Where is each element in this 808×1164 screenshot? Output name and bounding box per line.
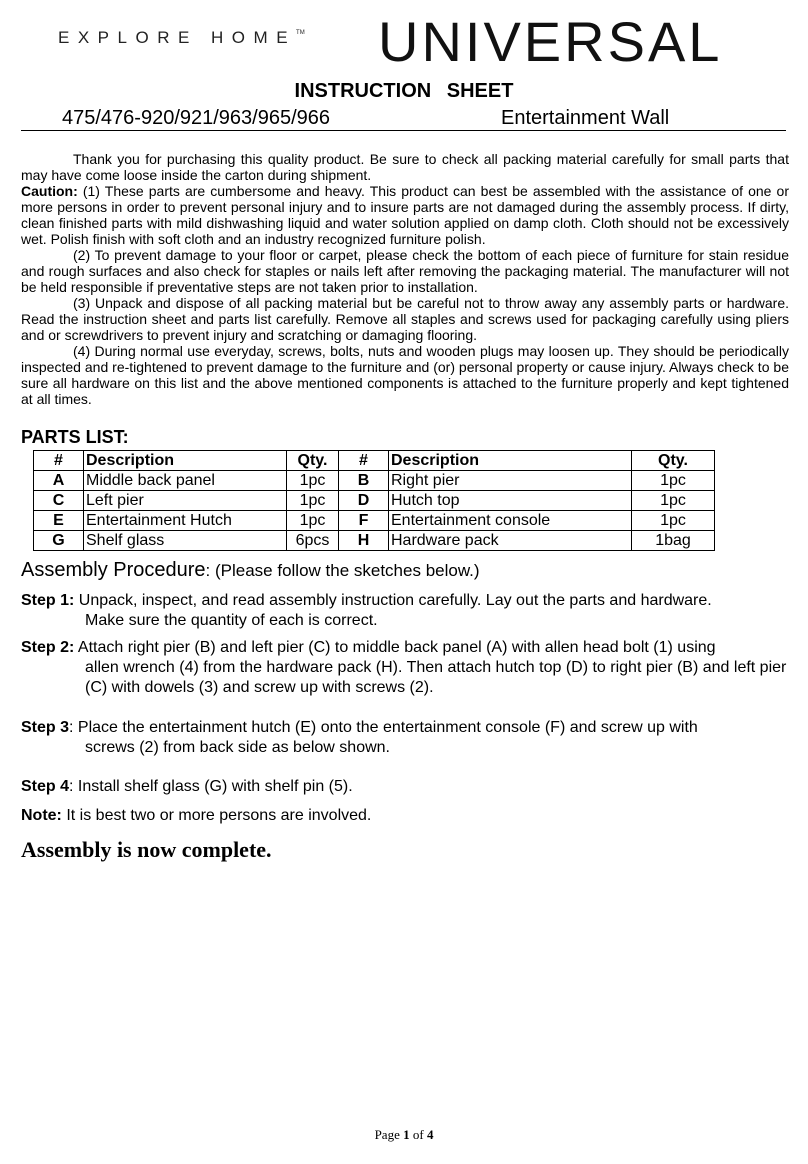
caution-paragraph-3: (3) Unpack and dispose of all packing material but be careful not to throw away any assembly parts or hardware. Read the instruction sheet and parts list carefully. Remove all staples and screws used for packaging carefully using pliers and or screwdrivers to prevent injury and scratching or damaging flooring.	[21, 295, 789, 343]
note	[21, 806, 791, 826]
col-header-id-2: #	[339, 451, 389, 471]
part-qty: 1pc	[632, 491, 715, 511]
step-3-continuation: screws (2) from back side as below shown.	[85, 739, 390, 756]
table-row	[34, 511, 715, 531]
caution-text-1: (1) These parts are cumbersome and heavy. This product can best be assembled with the assistance of one or more persons in order to prevent personal injury and to insure parts are not damaged during the assembly process. If dirty, clean finished parts with mild dishwashing liquid and water solution applied on damp cloth. Cloth should not be excessively wet. Polish finish with soft cloth and an industry recognized furniture polish.	[21, 183, 789, 247]
col-header-description-2: Description	[389, 451, 632, 471]
caution-paragraph-2: (2) To prevent damage to your floor or carpet, please check the bottom of each piece of furniture for stain residue and rough surfaces and also check for staples or nails left after removing the packaging material. The manufacturer will not be held responsible if preventative steps are not taken prior to installation.	[21, 247, 789, 295]
part-description: Middle back panel	[84, 471, 287, 491]
brand-universal-logo: UNIVERSAL	[378, 10, 723, 73]
assembly-subtitle: : (Please follow the sketches below.)	[205, 561, 480, 580]
intro-paragraph: Thank you for purchasing this quality product. Be sure to check all packing material carefully for small parts that may have come loose inside the carton during shipment.	[21, 151, 789, 183]
assembly-complete: Assembly is now complete.	[21, 837, 272, 862]
page-footer	[0, 1127, 808, 1143]
page-number: 1	[403, 1127, 410, 1142]
part-id: D	[339, 491, 389, 511]
col-header-qty-2: Qty.	[632, 451, 715, 471]
step-4	[21, 777, 791, 797]
step-2-continuation: allen wrench (4) from the hardware pack (H). Then attach hutch top (D) to right pier (B) and left pier (C) with dowels (3) and screw up with screws (2).	[85, 659, 787, 696]
part-id: G	[34, 531, 84, 551]
step-3-text: : Place the entertainment hutch (E) onto the entertainment console (F) and screw up with	[69, 719, 698, 736]
page-word: Page	[374, 1127, 404, 1142]
table-row	[34, 531, 715, 551]
part-qty: 1pc	[287, 471, 339, 491]
assembly-title: Assembly Procedure	[21, 559, 206, 581]
model-numbers: 475/476-920/921/963/965/966	[62, 107, 331, 129]
of-word: of	[409, 1127, 427, 1142]
page-total: 4	[426, 1127, 434, 1142]
part-description: Hutch top	[389, 491, 632, 511]
table-header-row	[34, 451, 715, 471]
step-4-text: : Install shelf glass (G) with shelf pin (5).	[69, 778, 353, 795]
step-3	[21, 718, 791, 758]
part-qty: 1pc	[632, 471, 715, 491]
caution-label: Caution:	[21, 183, 78, 199]
note-label: Note:	[21, 807, 62, 824]
trademark-mark: TM	[296, 30, 305, 36]
step-1-label: Step 1:	[21, 592, 75, 609]
step-1-text: Unpack, inspect, and read assembly instruction carefully. Lay out the parts and hardware.	[74, 592, 712, 609]
part-description: Left pier	[84, 491, 287, 511]
part-description: Entertainment Hutch	[84, 511, 287, 531]
intro-text	[21, 151, 789, 407]
step-2-text: Attach right pier (B) and left pier (C) to middle back panel (A) with allen head bolt (1) using	[74, 639, 716, 656]
caution-paragraph-4: (4) During normal use everyday, screws, bolts, nuts and wooden plugs may loosen up. They should be periodically inspected and re-tightened to prevent damage to the furniture and (or) personal property or cause injury. Always check to be sure all hardware on this list and the above mentioned components is attached to the furniture properly and kept tightened at all times.	[21, 343, 789, 407]
table-row	[34, 491, 715, 511]
step-2-label: Step 2:	[21, 639, 75, 656]
caution-paragraph-1	[21, 183, 789, 247]
step-1	[21, 591, 791, 631]
step-1-continuation: Make sure the quantity of each is correct.	[85, 612, 378, 629]
parts-list-heading: PARTS LIST:	[21, 427, 129, 447]
part-qty: 1bag	[632, 531, 715, 551]
brand-explore-home	[58, 28, 305, 48]
step-4-label: Step 4	[21, 778, 70, 795]
col-header-description: Description	[84, 451, 287, 471]
note-text: It is best two or more persons are involved.	[61, 807, 372, 824]
part-id: A	[34, 471, 84, 491]
part-id: E	[34, 511, 84, 531]
product-name: Entertainment Wall	[501, 107, 670, 129]
col-header-qty: Qty.	[287, 451, 339, 471]
step-2	[21, 638, 791, 698]
part-id: B	[339, 471, 389, 491]
part-id: H	[339, 531, 389, 551]
part-qty: 6pcs	[287, 531, 339, 551]
part-id: F	[339, 511, 389, 531]
part-description: Entertainment console	[389, 511, 632, 531]
part-qty: 1pc	[287, 511, 339, 531]
part-qty: 1pc	[287, 491, 339, 511]
col-header-id: #	[34, 451, 84, 471]
part-qty: 1pc	[632, 511, 715, 531]
assembly-heading	[21, 559, 480, 582]
part-description: Right pier	[389, 471, 632, 491]
table-row	[34, 471, 715, 491]
header-divider	[21, 130, 786, 131]
document-title: INSTRUCTION SHEET	[294, 80, 514, 102]
part-description: Shelf glass	[84, 531, 287, 551]
part-description: Hardware pack	[389, 531, 632, 551]
part-id: C	[34, 491, 84, 511]
brand-small-text: EXPLORE HOME	[58, 28, 297, 47]
parts-table	[33, 450, 715, 551]
step-3-label: Step 3	[21, 719, 70, 736]
